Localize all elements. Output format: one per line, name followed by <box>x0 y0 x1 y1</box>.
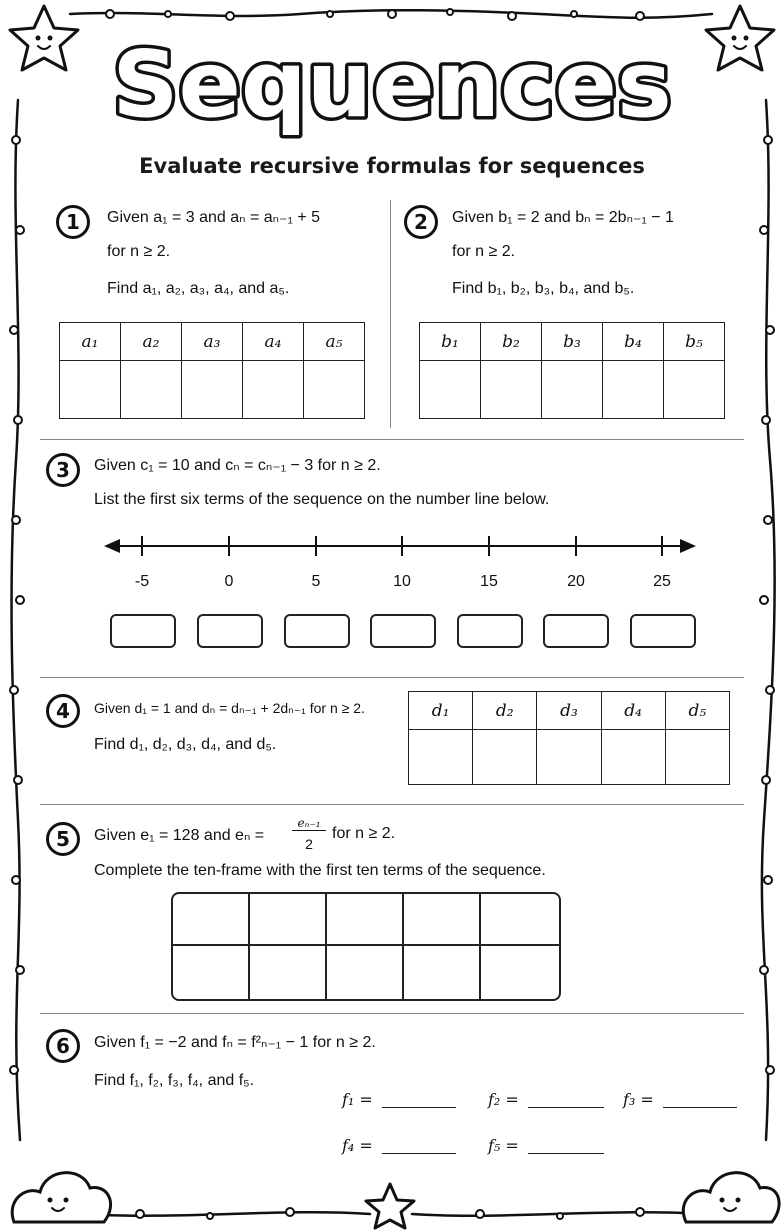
tick-label: 20 <box>567 573 585 590</box>
blank-label: f₄ = <box>342 1136 373 1155</box>
ten-frame-cell[interactable] <box>173 894 250 946</box>
table-header: d₅ <box>665 692 729 730</box>
answer-cell[interactable] <box>603 361 664 419</box>
answer-table-a <box>59 322 365 419</box>
table-header: d₄ <box>601 692 665 730</box>
answer-box[interactable] <box>543 614 609 648</box>
table-header: b₄ <box>603 323 664 361</box>
table-header: b₁ <box>420 323 481 361</box>
ten-frame-cell[interactable] <box>481 894 559 946</box>
blank-label: f₃ = <box>623 1090 654 1109</box>
blank-label: f₂ = <box>488 1090 519 1109</box>
problem-1-instruction: Find a₁, a₂, a₃, a₄, and a₅. <box>107 280 290 297</box>
answer-cell[interactable] <box>182 361 243 419</box>
answer-cell[interactable] <box>121 361 182 419</box>
blank-label: f₅ = <box>488 1136 519 1155</box>
answer-table-d <box>408 691 730 785</box>
answer-box[interactable] <box>197 614 263 648</box>
answer-blank[interactable] <box>528 1107 604 1108</box>
answer-cell[interactable] <box>542 361 603 419</box>
answer-box[interactable] <box>370 614 436 648</box>
number-line <box>100 530 700 560</box>
ten-frame-cell[interactable] <box>250 946 327 999</box>
ten-frame-cell[interactable] <box>173 946 250 999</box>
problem-number: 4 <box>46 694 80 728</box>
section-divider <box>40 677 744 678</box>
answer-table-b <box>419 322 725 419</box>
problem-4-given: Given d₁ = 1 and dₙ = dₙ₋₁ + 2dₙ₋₁ for n ≥ 2. <box>94 700 365 716</box>
table-header: d₂ <box>473 692 537 730</box>
problem-number: 1 <box>56 205 90 239</box>
problem-5-instruction: Complete the ten-frame with the first ten terms of the sequence. <box>94 862 546 879</box>
answer-cell[interactable] <box>409 730 473 785</box>
page-title <box>110 28 674 140</box>
answer-cell[interactable] <box>420 361 481 419</box>
problem-6-instruction: Find f₁, f₂, f₃, f₄, and f₅. <box>94 1072 255 1089</box>
table-header: d₃ <box>537 692 601 730</box>
problem-1-given: Given a₁ = 3 and aₙ = aₙ₋₁ + 5 <box>107 209 321 226</box>
fraction-numerator: eₙ₋₁ <box>292 816 326 831</box>
table-header: d₁ <box>409 692 473 730</box>
problem-6-given: Given f₁ = −2 and fₙ = f²ₙ₋₁ − 1 for n ≥ 2. <box>94 1034 376 1051</box>
problem-number: 2 <box>404 205 438 239</box>
tick-label: 15 <box>480 573 498 590</box>
answer-cell[interactable] <box>664 361 725 419</box>
answer-box[interactable] <box>284 614 350 648</box>
section-divider <box>40 804 744 805</box>
ten-frame-cell[interactable] <box>327 946 404 999</box>
problem-number: 6 <box>46 1029 80 1063</box>
answer-cell[interactable] <box>60 361 121 419</box>
answer-blank[interactable] <box>382 1153 456 1154</box>
ten-frame-cell[interactable] <box>481 946 559 999</box>
section-divider <box>40 1013 744 1014</box>
problem-number: 3 <box>46 453 80 487</box>
table-header: a₄ <box>243 323 304 361</box>
answer-cell[interactable] <box>665 730 729 785</box>
problem-3-instruction: List the first six terms of the sequence on the number line below. <box>94 491 550 508</box>
answer-blank[interactable] <box>528 1153 604 1154</box>
table-header: a₃ <box>182 323 243 361</box>
ten-frame-cell[interactable] <box>327 894 404 946</box>
table-header: a₅ <box>304 323 365 361</box>
page-subtitle: Evaluate recursive formulas for sequences <box>139 154 645 178</box>
tick-label: 0 <box>224 573 234 590</box>
tick-label: 25 <box>653 573 671 590</box>
answer-box[interactable] <box>110 614 176 648</box>
table-header: b₃ <box>542 323 603 361</box>
problem-4-instruction: Find d₁, d₂, d₃, d₄, and d₅. <box>94 736 277 753</box>
section-divider <box>40 439 744 440</box>
answer-cell[interactable] <box>304 361 365 419</box>
ten-frame-cell[interactable] <box>404 946 481 999</box>
table-header: b₅ <box>664 323 725 361</box>
table-header: b₂ <box>481 323 542 361</box>
column-divider <box>390 200 391 428</box>
answer-cell[interactable] <box>481 361 542 419</box>
problem-number: 5 <box>46 822 80 856</box>
tick-label: -5 <box>134 573 150 590</box>
tick-label: 10 <box>393 573 411 590</box>
svg-text:Sequences: Sequences <box>112 31 672 138</box>
problem-2-instruction: Find b₁, b₂, b₃, b₄, and b₅. <box>452 280 635 297</box>
answer-cell[interactable] <box>601 730 665 785</box>
problem-1-condition: for n ≥ 2. <box>107 243 171 260</box>
answer-blank[interactable] <box>382 1107 456 1108</box>
answer-box[interactable] <box>457 614 523 648</box>
ten-frame-cell[interactable] <box>250 894 327 946</box>
ten-frame-cell[interactable] <box>404 894 481 946</box>
problem-2-condition: for n ≥ 2. <box>452 243 516 260</box>
answer-cell[interactable] <box>473 730 537 785</box>
fraction-denominator: 2 <box>305 836 313 852</box>
answer-blank[interactable] <box>663 1107 737 1108</box>
answer-box[interactable] <box>630 614 696 648</box>
problem-2-given: Given b₁ = 2 and bₙ = 2bₙ₋₁ − 1 <box>452 209 674 226</box>
blank-label: f₁ = <box>342 1090 373 1109</box>
table-header: a₂ <box>121 323 182 361</box>
table-header: a₁ <box>60 323 121 361</box>
problem-3-given: Given c₁ = 10 and cₙ = cₙ₋₁ − 3 for n ≥ 2. <box>94 457 381 474</box>
tick-label: 5 <box>311 573 321 590</box>
problem-5-condition: for n ≥ 2. <box>332 825 396 842</box>
ten-frame <box>171 892 561 1001</box>
answer-cell[interactable] <box>243 361 304 419</box>
answer-cell[interactable] <box>537 730 601 785</box>
problem-5-given: Given e₁ = 128 and eₙ = <box>94 827 265 844</box>
